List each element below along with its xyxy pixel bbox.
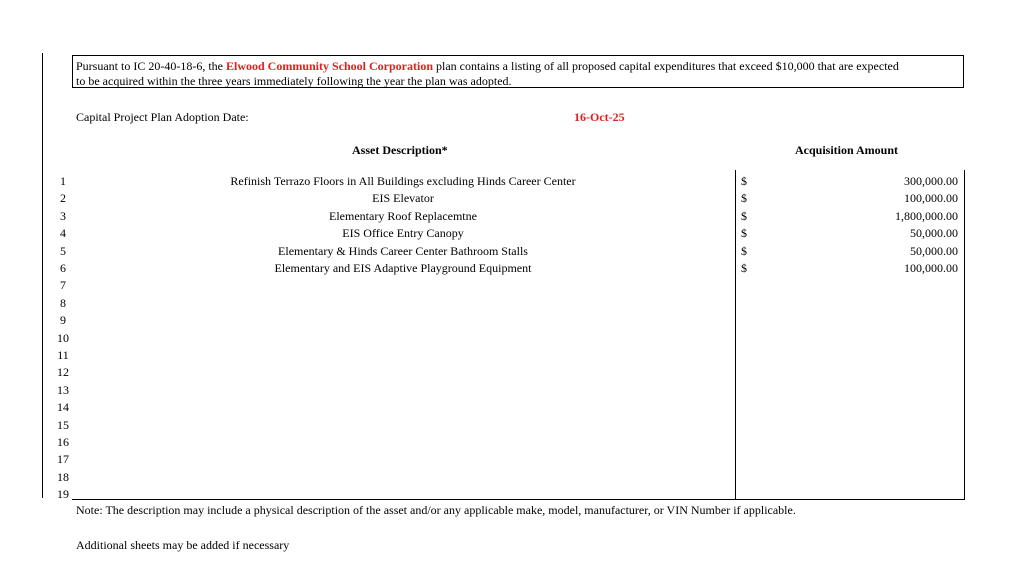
row-acquisition-amount: 100,000.00 — [904, 261, 958, 275]
intro-line-1 — [76, 59, 960, 74]
table-row — [0, 330, 1011, 347]
table-row — [0, 382, 1011, 399]
row-number: 19 — [57, 487, 69, 502]
row-number: 13 — [57, 382, 69, 397]
table-row — [0, 173, 1011, 190]
asset-description-header: Asset Description* — [352, 143, 448, 157]
intro-statement-box — [72, 55, 964, 88]
table-row — [0, 190, 1011, 207]
table-row — [0, 469, 1011, 486]
table-row — [0, 208, 1011, 225]
row-asset-description: Elementary Roof Replacemtne — [329, 208, 477, 223]
table-row — [0, 347, 1011, 364]
table-row — [0, 417, 1011, 434]
description-note: Note: The description may include a physical description of the asset and/or any applicable make, model, manufacturer, or VIN Number if applicable. — [76, 503, 796, 517]
row-number: 11 — [57, 348, 69, 362]
row-number: 17 — [57, 452, 69, 467]
table-row — [0, 312, 1011, 329]
organization-name: Elwood Community School Corporation — [225, 59, 434, 73]
row-currency-symbol: $ — [741, 191, 747, 206]
adoption-date-value: 16-Oct-25 — [574, 110, 625, 124]
adoption-date-label: Capital Project Plan Adoption Date: — [76, 110, 249, 124]
row-acquisition-amount: 50,000.00 — [910, 226, 958, 241]
intro-line-2: to be acquired within the three years immediately following the year the plan was adopted. — [76, 74, 512, 88]
table-row — [0, 243, 1011, 260]
table-row — [0, 399, 1011, 416]
row-number: 1 — [60, 174, 66, 188]
row-asset-description: Elementary and EIS Adaptive Playground Equipment — [274, 261, 532, 275]
intro-line-1-rest: plan contains a listing of all proposed capital expenditures that exceed $10,000 that are expected — [433, 59, 899, 73]
row-number: 2 — [60, 191, 66, 206]
intro-prefix: Pursuant to IC 20-40-18-6, the — [76, 59, 226, 73]
row-number: 16 — [57, 435, 69, 449]
row-number: 3 — [60, 208, 66, 223]
row-acquisition-amount: 100,000.00 — [904, 191, 958, 206]
row-number: 12 — [57, 365, 69, 380]
row-number: 7 — [60, 278, 66, 293]
row-asset-description: Refinish Terrazo Floors in All Buildings excluding Hinds Career Center — [230, 174, 576, 188]
table-row — [0, 434, 1011, 451]
row-number: 15 — [57, 417, 69, 432]
row-currency-symbol: $ — [741, 174, 747, 188]
table-row — [0, 260, 1011, 277]
additional-sheets-note: Additional sheets may be added if necessary — [76, 538, 290, 552]
row-asset-description: Elementary & Hinds Career Center Bathroom Stalls — [278, 243, 528, 258]
acquisition-amount-header: Acquisition Amount — [795, 143, 899, 157]
row-number: 14 — [57, 400, 69, 415]
row-number: 8 — [60, 295, 66, 310]
row-asset-description: EIS Elevator — [372, 191, 434, 206]
row-number: 10 — [57, 330, 69, 345]
row-number: 4 — [60, 226, 66, 241]
row-currency-symbol: $ — [741, 243, 747, 258]
table-row — [0, 225, 1011, 242]
row-currency-symbol: $ — [741, 261, 747, 275]
row-acquisition-amount: 300,000.00 — [904, 174, 958, 188]
row-asset-description: EIS Office Entry Canopy — [342, 226, 464, 241]
row-number: 9 — [60, 313, 66, 328]
row-acquisition-amount: 1,800,000.00 — [895, 208, 958, 223]
table-row — [0, 486, 1011, 503]
table-row — [0, 364, 1011, 381]
table-row — [0, 295, 1011, 312]
row-number: 6 — [60, 261, 66, 275]
row-number: 5 — [60, 243, 66, 258]
row-currency-symbol: $ — [741, 226, 747, 241]
row-number: 18 — [57, 469, 69, 484]
table-row — [0, 277, 1011, 294]
row-currency-symbol: $ — [741, 208, 747, 223]
table-row — [0, 451, 1011, 468]
row-acquisition-amount: 50,000.00 — [910, 243, 958, 258]
